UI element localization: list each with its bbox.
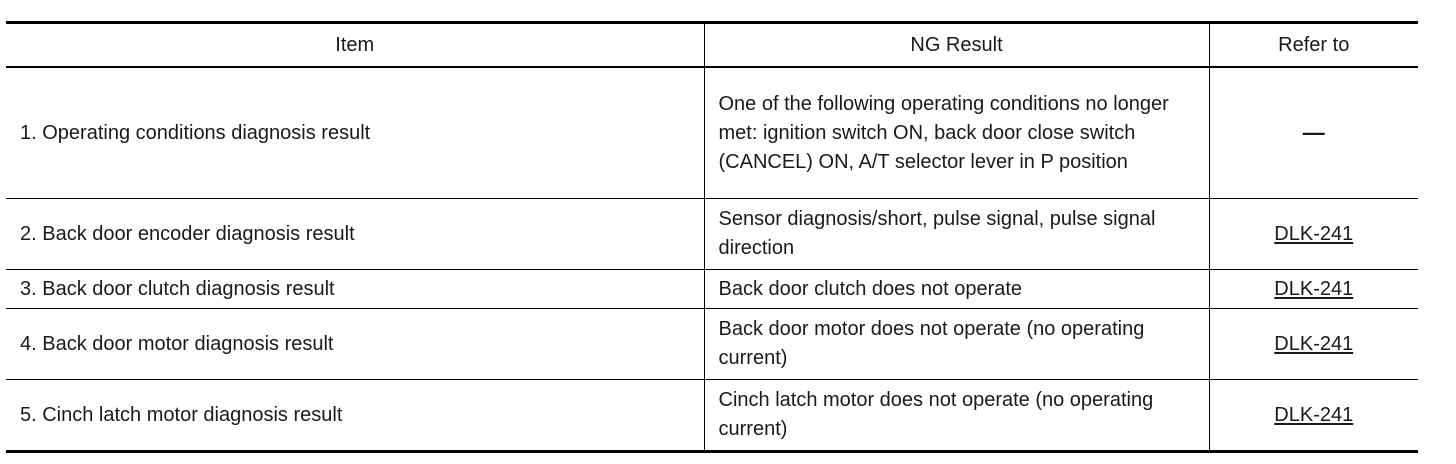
item-cell: 2. Back door encoder diagnosis result: [6, 199, 704, 270]
no-reference-dash: —: [1302, 119, 1325, 145]
item-cell: 1. Operating conditions diagnosis result: [6, 67, 704, 199]
refer-to-cell: [1209, 67, 1418, 199]
ng-result-cell: Back door motor does not operate (no operating current): [704, 309, 1209, 380]
table-row: [6, 67, 1418, 199]
reference-link-dlk-241[interactable]: DLK-241: [1274, 222, 1354, 245]
refer-to-cell: [1209, 270, 1418, 309]
table-row: [6, 309, 1418, 380]
table-row: [6, 380, 1418, 452]
ng-result-cell: Back door clutch does not operate: [704, 270, 1209, 309]
reference-link-dlk-241[interactable]: DLK-241: [1274, 403, 1354, 426]
column-header-ng-result: NG Result: [704, 23, 1209, 68]
table-header-row: [6, 23, 1418, 68]
item-cell: 3. Back door clutch diagnosis result: [6, 270, 704, 309]
reference-link-dlk-241[interactable]: DLK-241: [1274, 277, 1354, 300]
reference-link-dlk-241[interactable]: DLK-241: [1274, 332, 1354, 355]
ng-result-cell: Cinch latch motor does not operate (no operating current): [704, 380, 1209, 452]
column-header-refer-to: Refer to: [1209, 23, 1418, 68]
ng-result-cell: Sensor diagnosis/short, pulse signal, pulse signal direction: [704, 199, 1209, 270]
item-cell: 4. Back door motor diagnosis result: [6, 309, 704, 380]
refer-to-cell: [1209, 309, 1418, 380]
table-row: [6, 199, 1418, 270]
ng-result-cell: One of the following operating conditions no longer met: ignition switch ON, back door close switch (CANCEL) ON, A/T selector lever in P position: [704, 67, 1209, 199]
item-cell: 5. Cinch latch motor diagnosis result: [6, 380, 704, 452]
diagnosis-result-table: [6, 21, 1418, 453]
refer-to-cell: [1209, 380, 1418, 452]
table-row: [6, 270, 1418, 309]
refer-to-cell: [1209, 199, 1418, 270]
column-header-item: Item: [6, 23, 704, 68]
